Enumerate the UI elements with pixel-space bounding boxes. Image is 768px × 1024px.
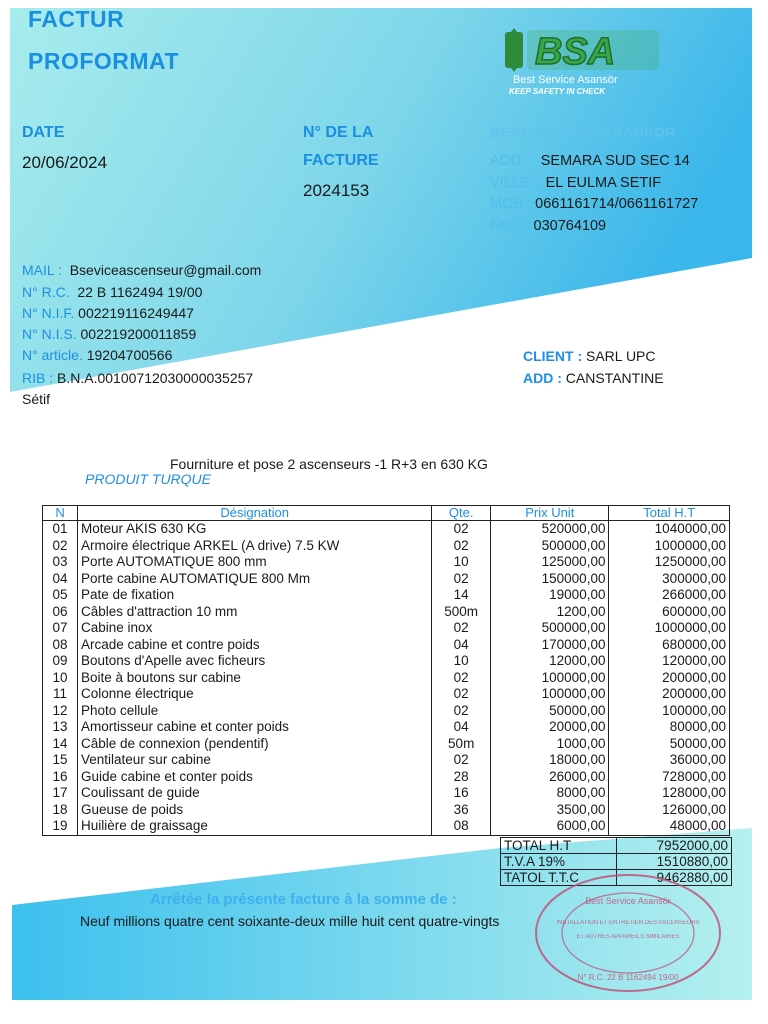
table-row <box>43 752 730 769</box>
row-unit-price: 19000,00 <box>491 587 609 604</box>
table-row <box>43 637 730 654</box>
row-number: 10 <box>43 670 78 687</box>
row-qty: 50m <box>432 736 491 753</box>
client-line <box>523 348 656 364</box>
invoice-number-label-2: FACTURE <box>303 152 379 169</box>
row-qty: 16 <box>432 785 491 802</box>
row-designation: Guide cabine et conter poids <box>78 769 432 786</box>
row-unit-price: 125000,00 <box>491 554 609 571</box>
row-total: 300000,00 <box>609 571 730 588</box>
row-number: 16 <box>43 769 78 786</box>
nis-label: N° N.I.S. <box>22 326 77 342</box>
table-row <box>43 587 730 604</box>
table-row <box>43 719 730 736</box>
table-row <box>43 554 730 571</box>
nis-line <box>22 326 196 342</box>
row-qty: 14 <box>432 587 491 604</box>
city-line: Sétif <box>22 391 51 407</box>
company-city-label: VILLE : <box>490 175 538 191</box>
row-number: 05 <box>43 587 78 604</box>
row-designation: Câbles d'attraction 10 mm <box>78 604 432 621</box>
row-qty: 08 <box>432 818 491 835</box>
company-address <box>490 153 690 169</box>
table-row <box>43 785 730 802</box>
row-number: 17 <box>43 785 78 802</box>
row-designation: Pate de fixation <box>78 587 432 604</box>
row-number: 18 <box>43 802 78 819</box>
company-city-value: EL EULMA SETIF <box>545 175 662 191</box>
row-unit-price: 20000,00 <box>491 719 609 736</box>
company-fax <box>490 218 606 234</box>
row-designation: Coulissant de guide <box>78 785 432 802</box>
row-number: 03 <box>43 554 78 571</box>
row-total: 128000,00 <box>609 785 730 802</box>
total-ht-value: 7952000,00 <box>617 838 732 854</box>
nif-value: 002219116249447 <box>78 305 194 321</box>
row-unit-price: 1200,00 <box>491 604 609 621</box>
stamp-text-3: ET AUTRES APPAREILS SIMILAIRES <box>576 934 680 940</box>
client-address-line <box>523 370 664 386</box>
client-address-label: ADD : <box>523 370 562 386</box>
table-row <box>43 818 730 835</box>
table-row <box>43 604 730 621</box>
row-designation: Amortisseur cabine et conter poids <box>78 719 432 736</box>
company-address-label: ADD : <box>490 153 529 169</box>
client-label: CLIENT : <box>523 348 583 364</box>
row-number: 02 <box>43 538 78 555</box>
items-table-body <box>43 521 730 836</box>
stamp-text-2: INSTALLATION ET ENTRETIEN DES ASCENSEURS <box>556 920 700 926</box>
row-qty: 500m <box>432 604 491 621</box>
row-number: 14 <box>43 736 78 753</box>
row-unit-price: 6000,00 <box>491 818 609 835</box>
row-number: 19 <box>43 818 78 835</box>
date-label: DATE <box>22 124 65 141</box>
document-title-line1: FACTUR <box>28 6 125 32</box>
row-total: 126000,00 <box>609 802 730 819</box>
rc-line <box>22 284 202 300</box>
company-address-value: SEMARA SUD SEC 14 <box>540 153 690 169</box>
row-qty: 10 <box>432 653 491 670</box>
document-title-line2: PROFORMAT <box>28 48 180 74</box>
row-total: 680000,00 <box>609 637 730 654</box>
rib-line <box>22 370 253 386</box>
row-unit-price: 100000,00 <box>491 670 609 687</box>
row-unit-price: 3500,00 <box>491 802 609 819</box>
row-qty: 10 <box>432 554 491 571</box>
row-total: 600000,00 <box>609 604 730 621</box>
row-unit-price: 1000,00 <box>491 736 609 753</box>
row-total: 36000,00 <box>609 752 730 769</box>
product-origin-note: PRODUIT TURQUE <box>85 471 211 487</box>
row-qty: 02 <box>432 703 491 720</box>
mail-line <box>22 262 261 278</box>
total-ttc-label: TATOL T.T.C <box>501 870 617 886</box>
row-designation: Porte AUTOMATIQUE 800 mm <box>78 554 432 571</box>
nis-value: 002219200011859 <box>80 326 197 342</box>
row-unit-price: 26000,00 <box>491 769 609 786</box>
row-designation: Porte cabine AUTOMATIQUE 800 Mm <box>78 571 432 588</box>
mail-value: Bseviceascenseur@gmail.com <box>69 262 262 278</box>
row-unit-price: 520000,00 <box>491 521 609 538</box>
row-qty: 02 <box>432 571 491 588</box>
table-row <box>43 620 730 637</box>
row-designation: Gueuse de poids <box>78 802 432 819</box>
invoice-number-label-1: N° DE LA <box>303 124 374 141</box>
col-header-designation: Désignation <box>78 506 432 521</box>
table-row <box>43 670 730 687</box>
rib-label: RIB : <box>22 370 54 386</box>
closing-label: Arrêtée la présente facture à la somme de : <box>150 891 457 908</box>
tva-value: 1510880,00 <box>617 854 732 870</box>
row-qty: 36 <box>432 802 491 819</box>
row-unit-price: 500000,00 <box>491 620 609 637</box>
table-row <box>43 769 730 786</box>
row-unit-price: 12000,00 <box>491 653 609 670</box>
article-line <box>22 347 172 363</box>
row-number: 01 <box>43 521 78 538</box>
row-number: 08 <box>43 637 78 654</box>
row-number: 13 <box>43 719 78 736</box>
row-number: 04 <box>43 571 78 588</box>
date-value: 20/06/2024 <box>22 153 108 172</box>
row-qty: 04 <box>432 719 491 736</box>
row-total: 1250000,00 <box>609 554 730 571</box>
row-qty: 28 <box>432 769 491 786</box>
invoice-number-value: 2024153 <box>303 181 370 200</box>
row-designation: Huilière de graissage <box>78 818 432 835</box>
row-total: 1040000,00 <box>609 521 730 538</box>
row-designation: Armoire électrique ARKEL (A drive) 7.5 KW <box>78 538 432 555</box>
row-unit-price: 18000,00 <box>491 752 609 769</box>
row-total: 80000,00 <box>609 719 730 736</box>
row-unit-price: 500000,00 <box>491 538 609 555</box>
tva-label: T.V.A 19% <box>501 854 617 870</box>
row-total: 48000,00 <box>609 818 730 835</box>
mail-label: MAIL : <box>22 262 62 278</box>
stamp-seal-icon <box>528 868 728 998</box>
table-row <box>43 686 730 703</box>
row-total: 120000,00 <box>609 653 730 670</box>
article-value: 19204700566 <box>86 347 173 363</box>
client-value: SARL UPC <box>586 348 656 364</box>
total-ttc-value: 9462880,00 <box>617 870 732 886</box>
logo-text: BSA <box>535 31 616 73</box>
article-label: N° article. <box>22 347 83 363</box>
company-mobile <box>490 196 698 212</box>
logo-company-name: Best Service Asansör <box>513 74 618 86</box>
stamp-text-4: N° R.C. 22 B 1162494 19/00 <box>577 973 679 982</box>
row-number: 11 <box>43 686 78 703</box>
company-stamp <box>528 868 728 998</box>
col-header-total: Total H.T <box>609 506 730 521</box>
row-total: 1000000,00 <box>609 538 730 555</box>
row-total: 728000,00 <box>609 769 730 786</box>
row-designation: Photo cellule <box>78 703 432 720</box>
table-row <box>43 703 730 720</box>
nif-line <box>22 305 194 321</box>
company-name: BEST SERVICE ASANSOR <box>490 124 676 140</box>
row-total: 266000,00 <box>609 587 730 604</box>
row-number: 06 <box>43 604 78 621</box>
rc-label: N° R.C. <box>22 284 70 300</box>
row-number: 15 <box>43 752 78 769</box>
row-qty: 02 <box>432 686 491 703</box>
total-ht-label: TOTAL H.T <box>501 838 617 854</box>
row-unit-price: 100000,00 <box>491 686 609 703</box>
row-total: 50000,00 <box>609 736 730 753</box>
row-number: 07 <box>43 620 78 637</box>
row-total: 1000000,00 <box>609 620 730 637</box>
row-qty: 02 <box>432 521 491 538</box>
invoice-subject: Fourniture et pose 2 ascenseurs -1 R+3 en 630 KG <box>170 456 488 472</box>
table-row <box>43 802 730 819</box>
row-designation: Ventilateur sur cabine <box>78 752 432 769</box>
items-table <box>42 505 730 836</box>
row-unit-price: 170000,00 <box>491 637 609 654</box>
elevator-logo-icon <box>495 20 675 100</box>
row-number: 12 <box>43 703 78 720</box>
col-header-n: N <box>43 506 78 521</box>
rc-value: 22 B 1162494 19/00 <box>77 284 203 300</box>
row-unit-price: 150000,00 <box>491 571 609 588</box>
row-designation: Cabine inox <box>78 620 432 637</box>
row-designation: Câble de connexion (pendentif) <box>78 736 432 753</box>
amount-in-words: Neuf millions quatre cent soixante-deux mille huit cent quatre-vingts <box>80 913 500 929</box>
row-unit-price: 8000,00 <box>491 785 609 802</box>
row-designation: Arcade cabine et contre poids <box>78 637 432 654</box>
items-table-header <box>43 506 730 521</box>
nif-label: N° N.I.F. <box>22 305 75 321</box>
company-mobile-value: 0661161714/0661161727 <box>535 196 699 212</box>
row-number: 09 <box>43 653 78 670</box>
company-fax-label: FAX : <box>490 218 526 234</box>
table-row <box>43 653 730 670</box>
table-row <box>43 538 730 555</box>
row-total: 200000,00 <box>609 686 730 703</box>
company-city <box>490 175 661 191</box>
rib-value: B.N.A.00100712030000035257 <box>57 370 254 386</box>
row-total: 200000,00 <box>609 670 730 687</box>
col-header-qty: Qte. <box>432 506 491 521</box>
row-qty: 02 <box>432 752 491 769</box>
company-logo <box>495 20 675 100</box>
row-designation: Colonne électrique <box>78 686 432 703</box>
row-designation: Moteur AKIS 630 KG <box>78 521 432 538</box>
row-qty: 02 <box>432 620 491 637</box>
company-fax-value: 030764109 <box>533 218 607 234</box>
row-qty: 04 <box>432 637 491 654</box>
row-unit-price: 50000,00 <box>491 703 609 720</box>
row-designation: Boite à boutons sur cabine <box>78 670 432 687</box>
client-address-value: CANSTANTINE <box>565 370 664 386</box>
row-total: 100000,00 <box>609 703 730 720</box>
total-ht-row <box>501 838 732 854</box>
table-row <box>43 571 730 588</box>
row-designation: Boutons d'Apelle avec ficheurs <box>78 653 432 670</box>
company-mobile-label: MOB : <box>490 196 532 212</box>
stamp-text-1: Best Service Asansör <box>585 896 671 906</box>
col-header-unit-price: Prix Unit <box>491 506 609 521</box>
table-row <box>43 521 730 538</box>
logo-slogan: KEEP SAFETY IN CHECK <box>509 87 606 96</box>
row-qty: 02 <box>432 670 491 687</box>
row-qty: 02 <box>432 538 491 555</box>
table-row <box>43 736 730 753</box>
